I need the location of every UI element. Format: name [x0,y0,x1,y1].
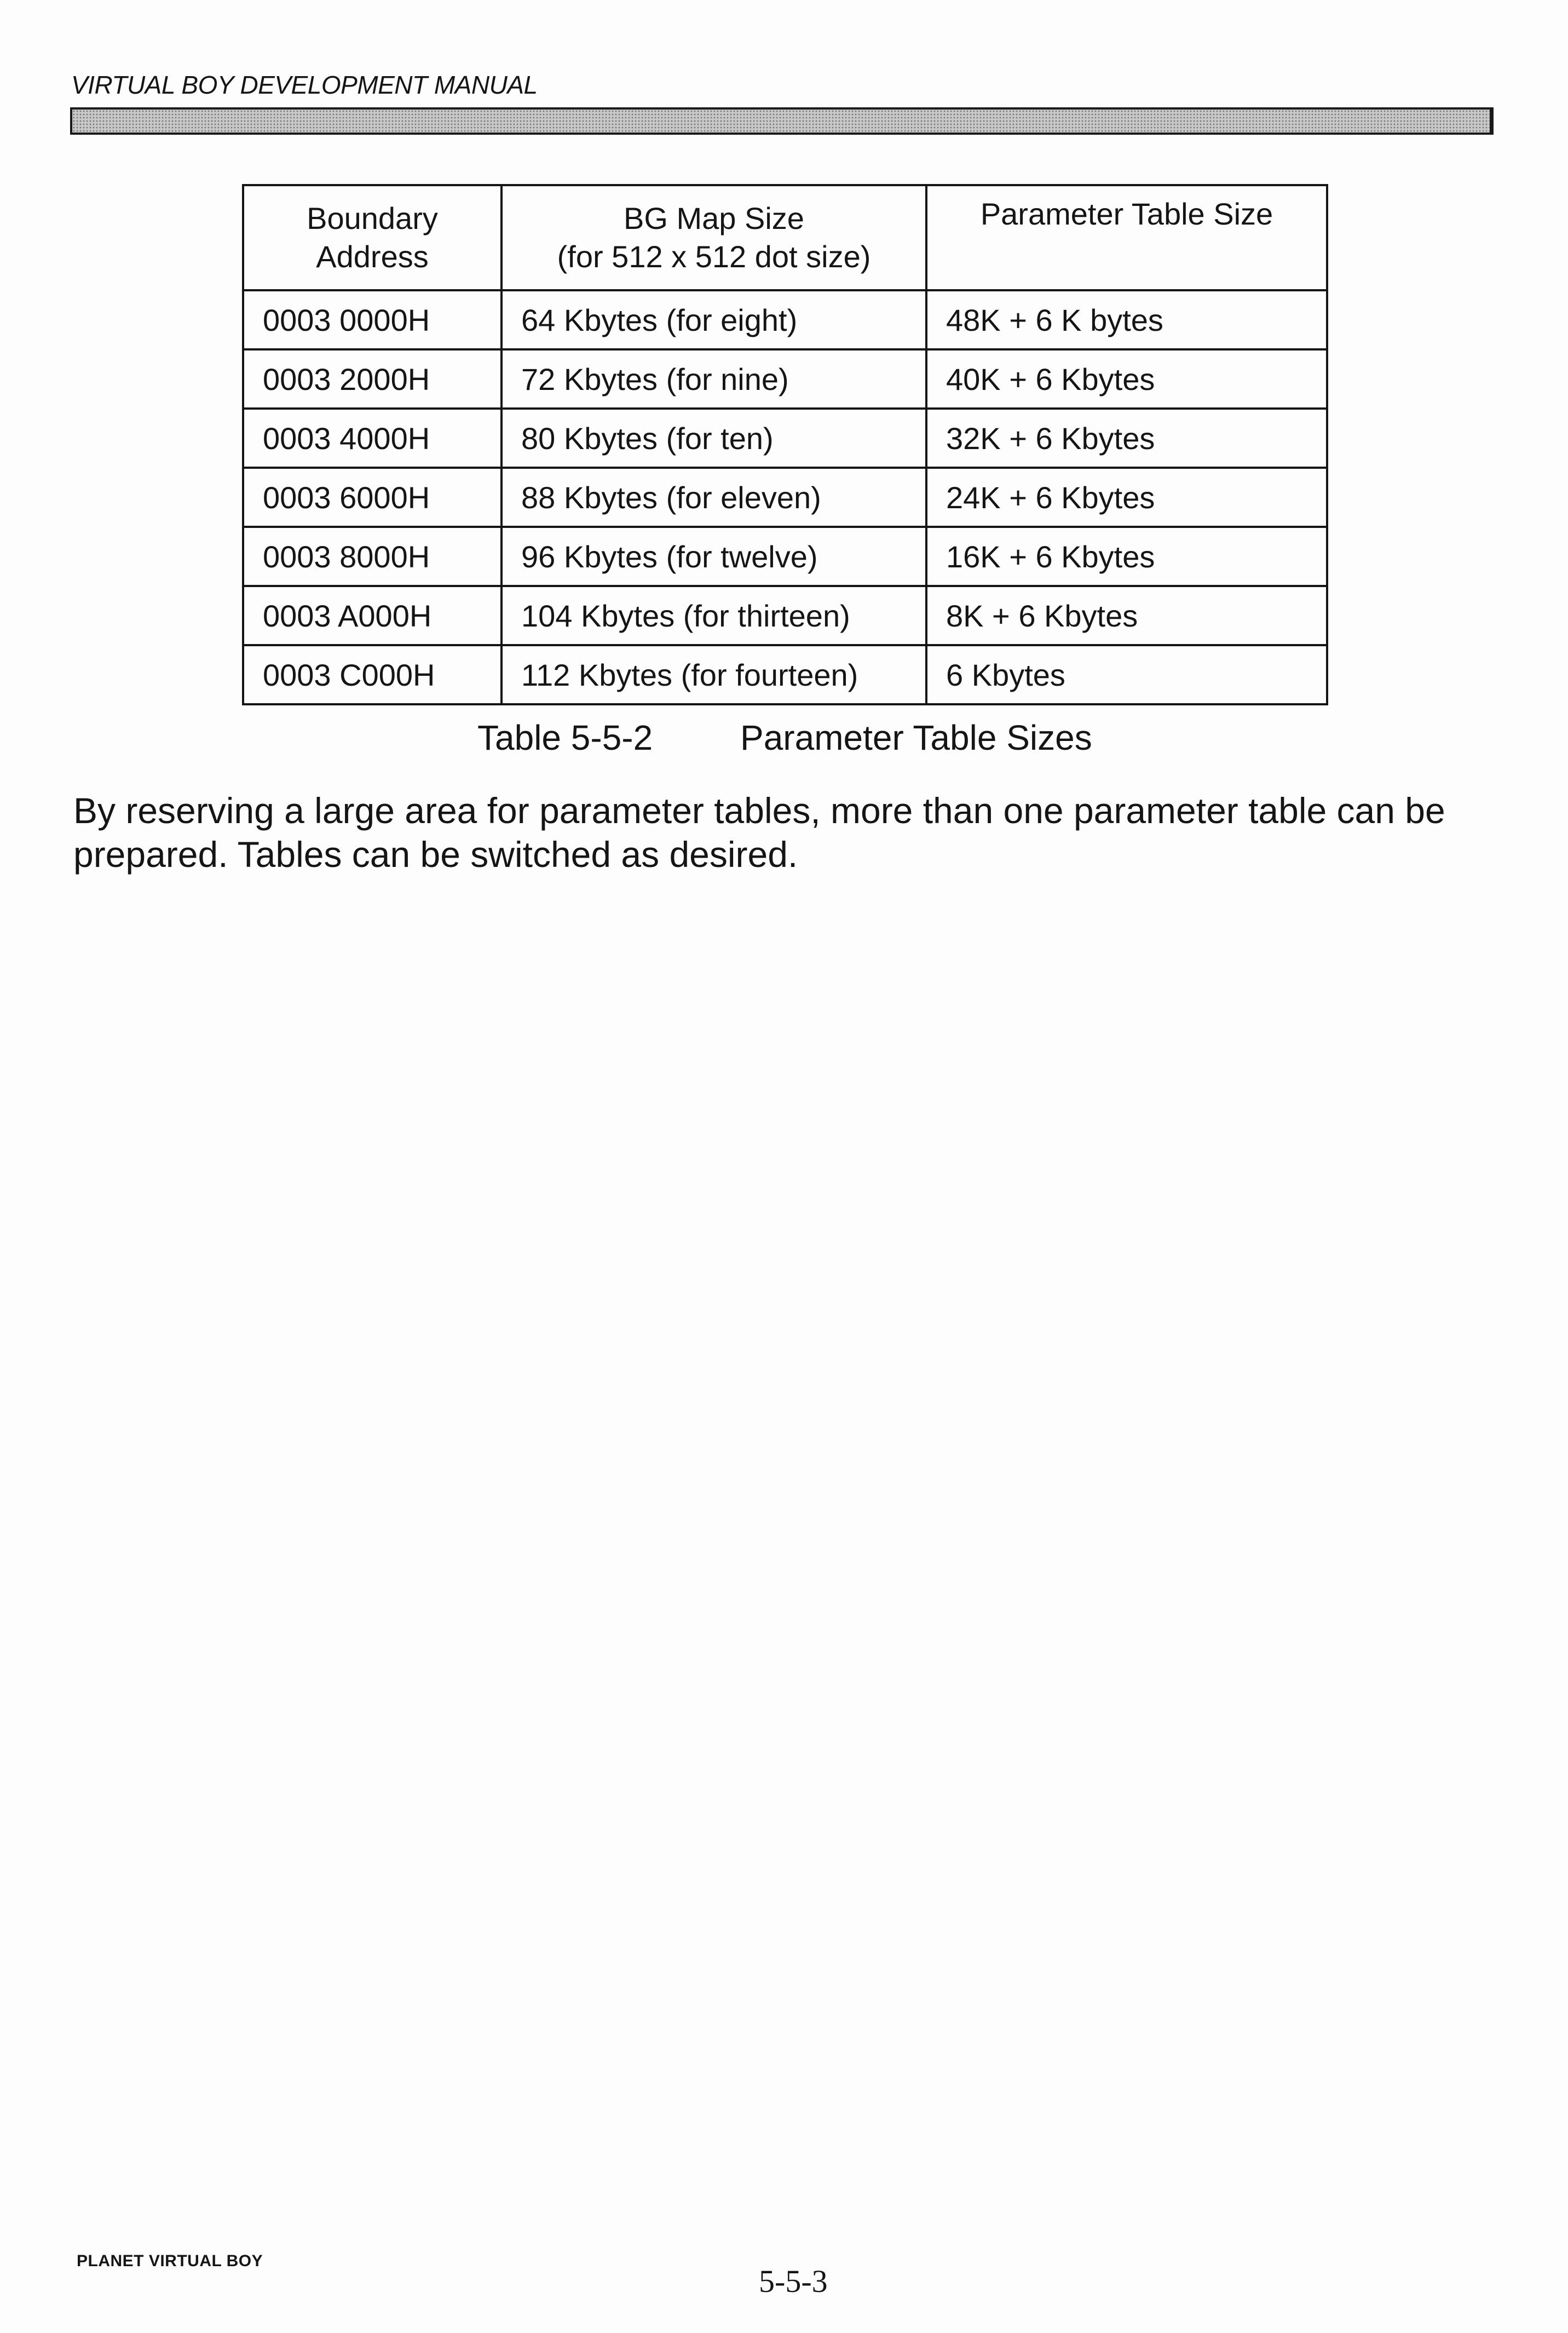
page-number: 5-5-3 [759,2263,828,2299]
cell-bg-size: 80 Kbytes (for ten) [501,409,926,468]
cell-bg-size: 64 Kbytes (for eight) [501,290,926,349]
table-row [243,409,1327,468]
cell-address: 0003 A000H [243,586,501,645]
cell-bg-size: 104 Kbytes (for thirteen) [501,586,926,645]
cell-address: 0003 2000H [243,349,501,409]
header-boundary-address [243,185,501,290]
cell-address: 0003 4000H [243,409,501,468]
footer-publisher: PLANET VIRTUAL BOY [77,2252,263,2270]
header-line: Boundary [307,201,438,235]
cell-bg-size: 88 Kbytes (for eleven) [501,468,926,527]
cell-bg-size: 112 Kbytes (for fourteen) [501,645,926,704]
cell-bg-size: 96 Kbytes (for twelve) [501,527,926,586]
header-line: Address [316,239,429,274]
parameter-table-sizes-table [242,184,1328,705]
table-header-row [243,185,1327,290]
header-line: Parameter Table Size [980,197,1273,231]
cell-address: 0003 6000H [243,468,501,527]
table-row [243,290,1327,349]
cell-param-size: 6 Kbytes [926,645,1327,704]
table-row [243,468,1327,527]
cell-bg-size: 72 Kbytes (for nine) [501,349,926,409]
table-row [243,586,1327,645]
cell-param-size: 8K + 6 Kbytes [926,586,1327,645]
cell-param-size: 24K + 6 Kbytes [926,468,1327,527]
cell-address: 0003 0000H [243,290,501,349]
header-bg-map-size [501,185,926,290]
body-paragraph: By reserving a large area for parameter tables, more than one parameter table can be prepared. Tables can be switched as desired. [73,790,1445,875]
cell-param-size: 48K + 6 K bytes [926,290,1327,349]
header-parameter-table-size [926,185,1327,290]
running-header: VIRTUAL BOY DEVELOPMENT MANUAL [71,71,538,99]
header-line: (for 512 x 512 dot size) [557,239,871,274]
table-row [243,349,1327,409]
cell-param-size: 16K + 6 Kbytes [926,527,1327,586]
header-rule-bar [70,107,1494,135]
cell-address: 0003 8000H [243,527,501,586]
header-line: BG Map Size [624,201,804,235]
table-row [243,645,1327,704]
caption-title: Parameter Table Sizes [740,718,1092,757]
cell-param-size: 32K + 6 Kbytes [926,409,1327,468]
table-row [243,527,1327,586]
caption-number: Table 5-5-2 [477,718,653,757]
cell-param-size: 40K + 6 Kbytes [926,349,1327,409]
cell-address: 0003 C000H [243,645,501,704]
